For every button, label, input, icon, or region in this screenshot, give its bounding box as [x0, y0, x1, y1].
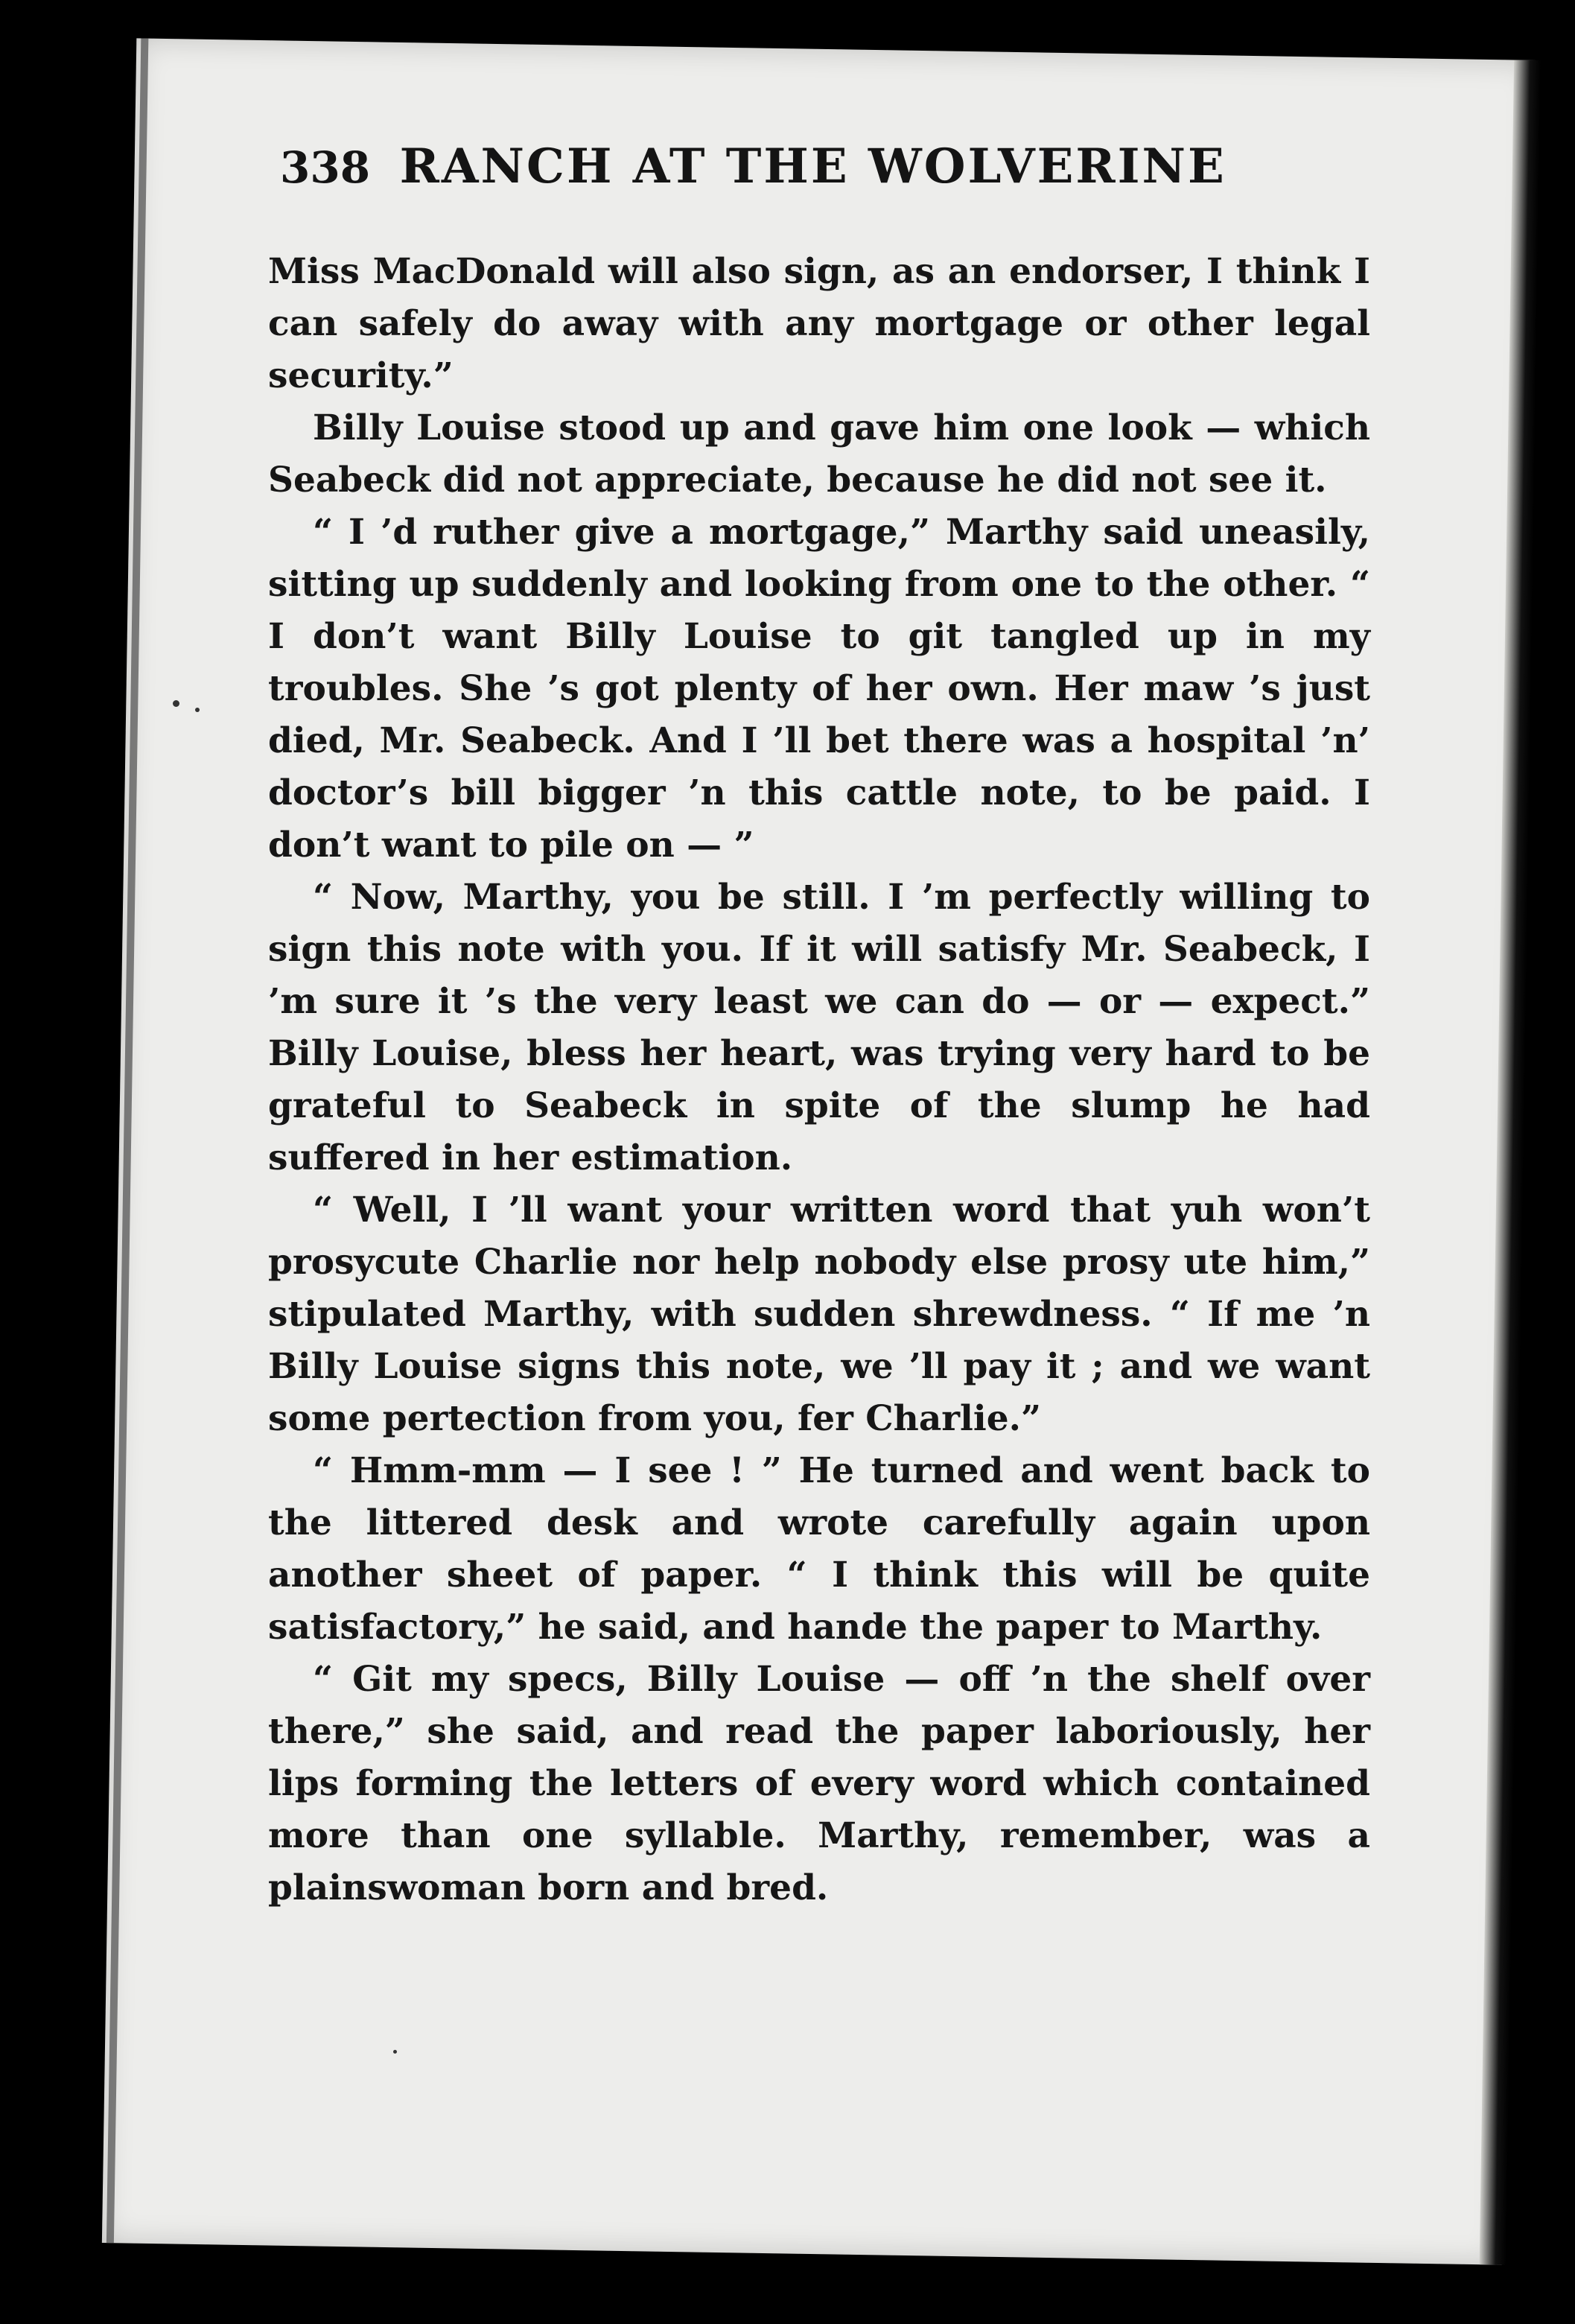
scan-speck [195, 708, 200, 712]
paragraph: “ Hmm-mm — I see ! ” He turned and went back to the littered desk and wrote carefully again upon another sheet of paper. “ I think this will be quite satisfactory,” he said, and hande the paper to Marthy. [268, 1450, 1370, 1648]
paragraph: “ Git my specs, Billy Louise — off ’n the shelf over there,” she said, and read the paper laboriously, her lips forming the letters of every word which contained more than one syllable. Marthy, remember, was a plainswoman born and bred. [268, 1659, 1370, 1908]
running-head [280, 139, 1375, 194]
paragraph: “ Well, I ’ll want your written word that yuh won’t prosycute Charlie nor help nobody else prosy ute him,” stipulated Marthy, with sudden shrewdness. “ If me ’n Billy Louise signs this note, we ’ll pay it ; and we want some pertection from you, fer Charlie.” [268, 1190, 1370, 1439]
paragraph: Billy Louise stood up and gave him one look — which Seabeck did not appreciate, because he did not see it. [268, 407, 1370, 501]
paragraph: Miss MacDonald will also sign, as an endorser, I think I can safely do away with any mortgage or other legal security.” [268, 251, 1370, 396]
scan-speck [393, 2050, 397, 2054]
body-text [268, 246, 1370, 1914]
scan-speck [173, 700, 179, 707]
paragraph: “ Now, Marthy, you be still. I ’m perfectly willing to sign this note with you. If it will satisfy Mr. Seabeck, I ’m sure it ’s the very least we can do — or — expect.” Billy Louise, bless her heart, was trying very hard to be grateful to Seabeck in spite of the slump he had suffered in her estimation. [268, 877, 1370, 1178]
book-title: RANCH AT THE WOLVERINE [399, 139, 1226, 194]
paragraph: “ I ’d ruther give a mortgage,” Marthy said uneasily, sitting up suddenly and looking from one to the other. “ I don’t want Billy Louise to git tangled up in my troubles. She ’s got plenty of her own. Her maw ’s just died, Mr. Seabeck. And I ’ll bet there was a hospital ’n’ doctor’s bill bigger ’n this cattle note, to be paid. I don’t want to pile on — ” [268, 512, 1370, 866]
page-number: 338 [280, 142, 371, 193]
